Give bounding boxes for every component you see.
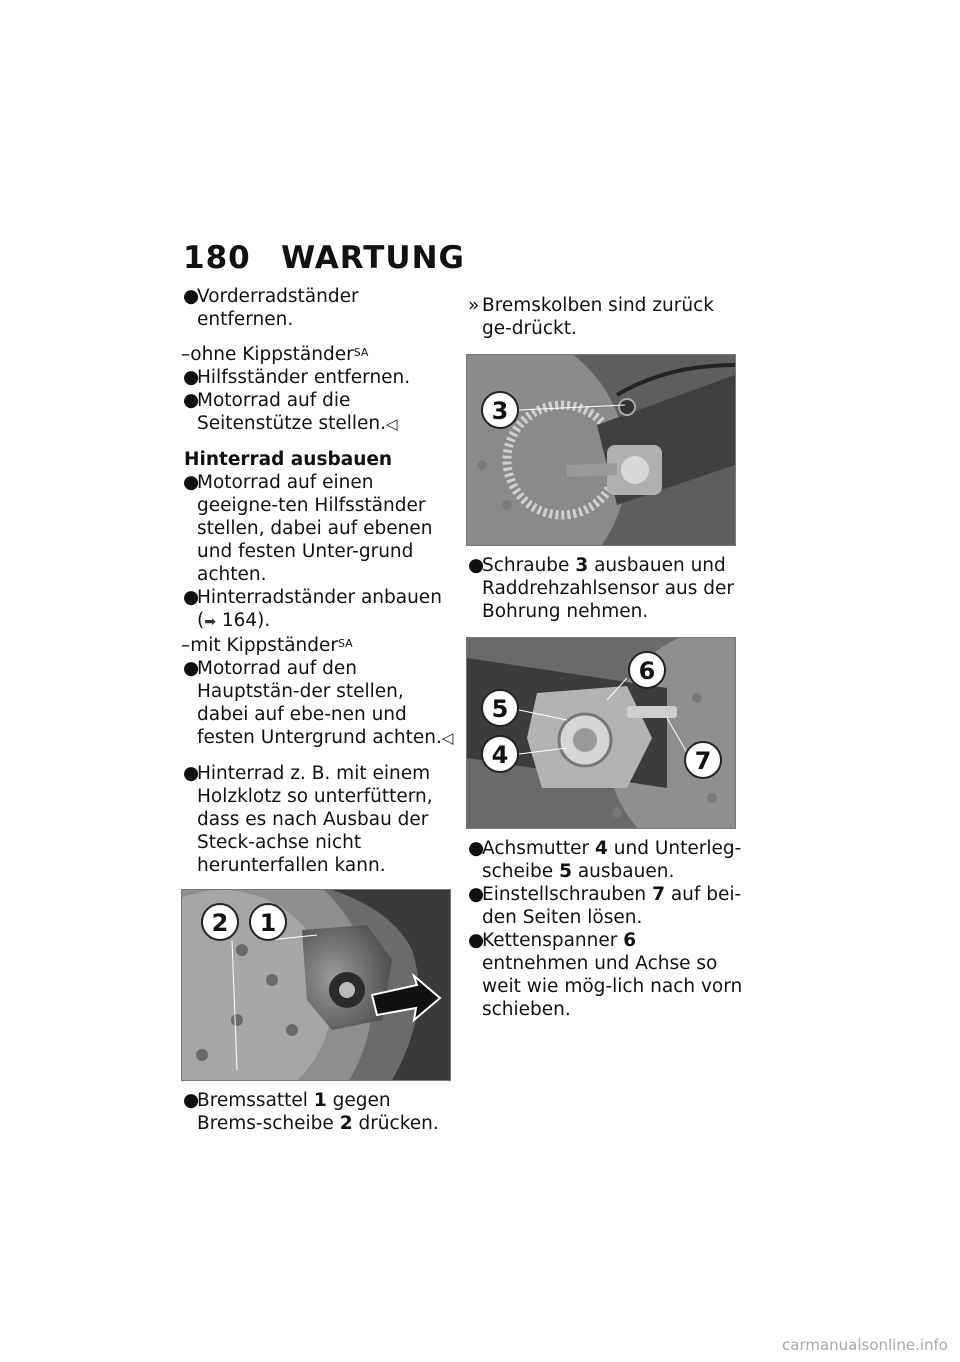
bullet-icon: ●: [183, 472, 200, 493]
right-column: [466, 294, 746, 1021]
callout-label: 7: [694, 747, 712, 775]
section-title: WARTUNG: [281, 240, 465, 276]
end-marker-icon: ◁: [441, 729, 454, 747]
condition-line: –mit Kippständer$^{SA}$: [181, 635, 353, 656]
bullet-icon: ●: [183, 367, 200, 388]
page-number: 180: [183, 240, 251, 276]
instruction-item: ● Motorrad auf die Seitenstütze stellen.◁: [183, 390, 398, 434]
sa-badge: SA: [338, 637, 353, 650]
brake-caliper-figure: [181, 889, 451, 1081]
bullet-icon: ●: [468, 884, 485, 905]
instruction-item: ● Einstellschrauben 7 auf bei-den Seiten lösen.: [468, 884, 742, 928]
page-reference[interactable]: 164).: [221, 610, 271, 631]
watermark: carmanualsonline.info: [782, 1336, 948, 1354]
chain-adjuster-figure: [466, 637, 736, 829]
instruction-item: ● Vorderradständer entfernen.: [183, 286, 359, 330]
bullet-icon: ●: [468, 930, 485, 951]
instruction-item: ● Kettenspanner 6 entnehmen und Achse so weit wie mög-lich nach vorn schieben.: [468, 930, 743, 1020]
instruction-item: ● Bremssattel 1 gegen Brems-scheibe 2 drücken.: [183, 1090, 439, 1134]
instruction-item: ● Achsmutter 4 und Unterleg-scheibe 5 ausbauen.: [468, 838, 742, 882]
bullet-icon: ●: [183, 658, 200, 679]
subsection-heading: Hinterrad ausbauen: [184, 449, 393, 470]
instruction-item: ● Motorrad auf den Hauptstän-der stellen, dabei auf ebe-nen und festen Untergrund achten.◁: [183, 658, 454, 748]
callout-label: 1: [259, 909, 277, 937]
speed-sensor-illustration: [467, 355, 735, 545]
callout-label: 5: [491, 695, 509, 723]
end-marker-icon: ◁: [386, 415, 398, 433]
bullet-icon: ●: [468, 555, 485, 576]
callout-label: 6: [638, 657, 656, 685]
speed-sensor-figure: [466, 354, 736, 546]
brake-caliper-illustration: [182, 890, 450, 1080]
callout-label: 4: [491, 741, 509, 769]
instruction-item: ● Hilfsständer entfernen.: [183, 367, 411, 388]
bullet-icon: ●: [468, 838, 485, 859]
callout-label: 3: [491, 397, 509, 425]
callout-label: 2: [211, 909, 229, 937]
page-reference-arrow-icon: ➡: [204, 614, 216, 630]
bullet-icon: ●: [183, 1090, 200, 1111]
instruction-item: ● Schraube 3 ausbauen und Raddrehzahlsensor aus der Bohrung nehmen.: [468, 555, 734, 622]
chain-adjuster-illustration: [467, 638, 735, 828]
result-marker-icon: »: [468, 295, 480, 316]
condition-line: –ohne Kippständer$^{SA}$: [181, 344, 369, 365]
instruction-item: ● Motorrad auf einen geeigne-ten Hilfsständer stellen, dabei auf ebenen und festen Unter-grund achten.: [183, 472, 433, 585]
bullet-icon: ●: [183, 763, 200, 784]
bullet-icon: ●: [183, 587, 200, 608]
left-column: [181, 285, 456, 1135]
bullet-icon: ●: [183, 286, 200, 307]
instruction-item: ● Hinterrad z. B. mit einem Holzklotz so unterfüttern, dass es nach Ausbau der Steck-achse nicht herunterfallen kann.: [183, 763, 433, 876]
sa-badge: SA: [353, 346, 369, 359]
page-header: [183, 240, 465, 276]
instruction-item: ● Hinterradständer anbauen (➡ 164).: [183, 587, 442, 631]
result-item: » Bremskolben sind zurück ge-drückt.: [468, 295, 714, 339]
bullet-icon: ●: [183, 390, 200, 411]
